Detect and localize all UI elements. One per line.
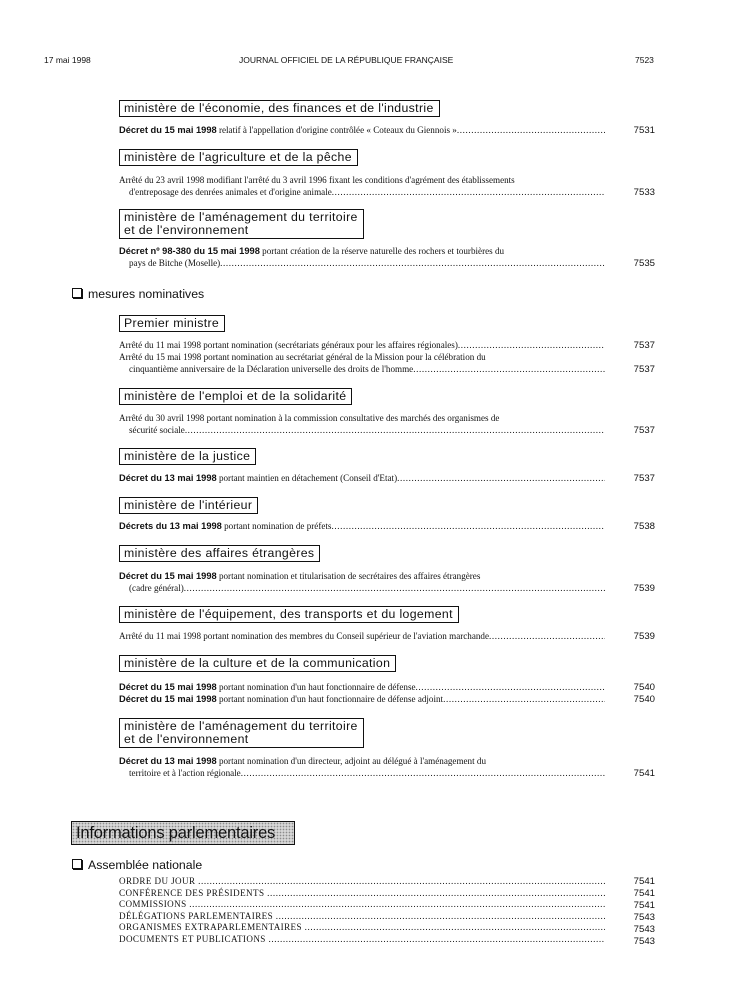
dot-leader xyxy=(198,876,605,888)
entry-text: portant nomination et titularisation de secrétaires des affaires étrangères xyxy=(218,571,481,581)
dot-leader xyxy=(185,425,605,437)
list-item[interactable] xyxy=(119,934,605,946)
dot-leader xyxy=(276,911,605,923)
list-item-label: ORDRE DU JOUR xyxy=(119,876,196,886)
entry-page: 7539 xyxy=(633,583,655,594)
entry-text: Arrêté du 30 avril 1998 portant nomination à la commission consultative des marchés des organismes de xyxy=(119,413,500,423)
toc-entry[interactable] xyxy=(119,352,605,375)
ministry-box-agriculture: ministère de l'agriculture et de la pêche xyxy=(119,149,358,166)
entry-text: Arrêté du 11 mai 1998 portant nomination des membres du Conseil supérieur de l'aviation marchande xyxy=(119,631,490,641)
ministry-box-amenagement-2: ministère de l'aménagement du territoire et de l'environnement xyxy=(119,718,364,748)
entry-text: portant nomination d'un directeur, adjoint au délégué à l'aménagement du xyxy=(218,756,487,766)
toc-entry[interactable] xyxy=(119,340,605,352)
toc-entry[interactable] xyxy=(119,694,605,706)
entry-bold: Décrets du 13 mai 1998 xyxy=(119,521,222,531)
ministry-box-justice: ministère de la justice xyxy=(119,448,256,465)
entry-text: Arrêté du 23 avril 1998 modifiant l'arrêté du 3 avril 1996 fixant les conditions d'agrément des établissements xyxy=(119,175,515,185)
entry-bold: Décret du 13 mai 1998 xyxy=(119,473,217,483)
list-item-page: 7543 xyxy=(633,936,655,947)
list-item-label: ORGANISMES EXTRAPARLEMENTAIRES xyxy=(119,922,302,933)
dot-leader xyxy=(332,187,605,199)
list-item[interactable] xyxy=(119,911,605,923)
dot-leader xyxy=(267,888,605,900)
toc-entry[interactable] xyxy=(119,682,605,694)
entry-text: (cadre général) xyxy=(129,582,184,593)
entry-text: portant nomination de préfets xyxy=(224,521,332,531)
ministry-box-interieur: ministère de l'intérieur xyxy=(119,497,258,514)
list-item-page: 7543 xyxy=(633,924,655,935)
entry-bold: Décret du 13 mai 1998 xyxy=(119,756,217,766)
dot-leader xyxy=(189,899,605,911)
entry-bold: Décret du 15 mai 1998 xyxy=(119,694,217,704)
list-item-page: 7541 xyxy=(633,888,655,899)
ministry-box-amenagement: ministère de l'aménagement du territoire et de l'environnement xyxy=(119,209,364,239)
ministry-box-equipement: ministère de l'équipement, des transports et du logement xyxy=(119,606,459,623)
dot-leader xyxy=(458,340,605,352)
ministry-box-culture: ministère de la culture et de la communication xyxy=(119,655,396,672)
header-page-number: 7523 xyxy=(635,55,654,65)
entry-text: cinquantième anniversaire de la Déclaration universelle des droits de l'homme xyxy=(129,363,414,374)
entry-page: 7537 xyxy=(633,340,655,351)
entry-text: Arrêté du 11 mai 1998 portant nomination (secrétariats généraux pour les affaires régionales) xyxy=(119,340,458,350)
toc-entry[interactable] xyxy=(119,246,605,269)
dot-leader xyxy=(241,768,605,780)
list-item-page: 7541 xyxy=(633,900,655,911)
checkbox-square-icon xyxy=(72,859,82,869)
list-item[interactable] xyxy=(119,922,605,934)
list-item-label: DÉLÉGATIONS PARLEMENTAIRES xyxy=(119,910,274,921)
list-item-label: DOCUMENTS ET PUBLICATIONS xyxy=(119,933,266,944)
entry-page: 7537 xyxy=(633,364,655,375)
toc-entry[interactable] xyxy=(119,473,605,485)
assemblee-heading xyxy=(72,858,202,872)
toc-entry[interactable] xyxy=(119,756,605,779)
entry-bold: Décret du 15 mai 1998 xyxy=(119,571,217,581)
toc-entry[interactable] xyxy=(119,125,605,137)
entry-page: 7541 xyxy=(633,768,655,779)
ministry-box-affaires-etrangeres: ministère des affaires étrangères xyxy=(119,545,320,562)
dot-leader xyxy=(457,125,605,137)
entry-text: portant nomination d'un haut fonctionnaire de défense xyxy=(218,682,416,692)
entry-text: sécurité sociale xyxy=(129,424,185,435)
entry-text: portant maintien en détachement (Conseil d'Etat) xyxy=(218,473,398,483)
assemblee-heading-label: Assemblée nationale xyxy=(88,858,203,872)
ministry-box-economie: ministère de l'économie, des finances et de l'industrie xyxy=(119,100,440,117)
toc-entry[interactable] xyxy=(119,175,605,198)
dot-leader xyxy=(184,583,605,595)
toc-entry[interactable] xyxy=(119,413,605,436)
header-journal-title: JOURNAL OFFICIEL DE LA RÉPUBLIQUE FRANÇAISE xyxy=(239,55,454,65)
dot-leader xyxy=(489,631,605,643)
list-item[interactable] xyxy=(119,876,605,888)
entry-bold: Décret nº 98-380 du 15 mai 1998 xyxy=(119,246,260,256)
dot-leader xyxy=(413,364,605,376)
toc-entry[interactable] xyxy=(119,631,605,643)
dot-leader xyxy=(305,922,605,934)
entry-page: 7538 xyxy=(633,521,655,532)
entry-text: portant création de la réserve naturelle des rochers et tourbières du xyxy=(262,246,505,256)
dot-leader xyxy=(331,521,605,533)
ministry-box-emploi: ministère de l'emploi et de la solidarité xyxy=(119,388,352,405)
list-item-page: 7541 xyxy=(633,876,655,887)
entry-page: 7533 xyxy=(633,187,655,198)
dot-leader xyxy=(268,934,605,946)
entry-page: 7540 xyxy=(633,694,655,705)
list-item-label: CONFÉRENCE DES PRÉSIDENTS xyxy=(119,887,265,898)
mesures-heading-label: mesures nominatives xyxy=(88,287,205,301)
entry-bold: Décret du 15 mai 1998 xyxy=(119,682,217,692)
informations-parlementaires-banner: Informations parlementaires xyxy=(71,821,295,845)
list-item-page: 7543 xyxy=(633,912,655,923)
entry-text: d'entreposage des denrées animales et d'origine animale xyxy=(129,186,332,197)
checkbox-square-icon xyxy=(72,288,82,298)
entry-page: 7537 xyxy=(633,425,655,436)
ministry-box-premier-ministre: Premier ministre xyxy=(119,315,225,332)
dot-leader xyxy=(416,682,605,694)
entry-text: relatif à l'appellation d'origine contrôlée « Coteaux du Giennois » xyxy=(218,125,457,135)
entry-text: pays de Bitche (Moselle) xyxy=(129,257,221,268)
list-item-label: COMMISSIONS xyxy=(119,899,187,910)
dot-leader xyxy=(220,258,605,270)
page-header xyxy=(0,55,731,69)
entry-text: portant nomination d'un haut fonctionnaire de défense adjoint xyxy=(218,694,444,704)
entry-page: 7535 xyxy=(633,258,655,269)
dot-leader xyxy=(397,473,605,485)
list-item[interactable] xyxy=(119,899,605,911)
entry-text: territoire et à l'action régionale xyxy=(129,767,241,778)
assemblee-list xyxy=(119,876,605,946)
entry-text: Arrêté du 15 mai 1998 portant nomination au secrétariat général de la Mission pour la célébration du xyxy=(119,352,486,362)
list-item[interactable] xyxy=(119,888,605,900)
entry-page: 7537 xyxy=(633,473,655,484)
header-date: 17 mai 1998 xyxy=(44,55,91,65)
entry-bold: Décret du 15 mai 1998 xyxy=(119,125,217,135)
toc-entry[interactable] xyxy=(119,571,605,594)
mesures-heading xyxy=(72,287,204,301)
toc-entry[interactable] xyxy=(119,521,605,533)
entry-page: 7539 xyxy=(633,631,655,642)
entry-page: 7531 xyxy=(633,125,655,136)
dot-leader xyxy=(443,694,605,706)
entry-page: 7540 xyxy=(633,682,655,693)
